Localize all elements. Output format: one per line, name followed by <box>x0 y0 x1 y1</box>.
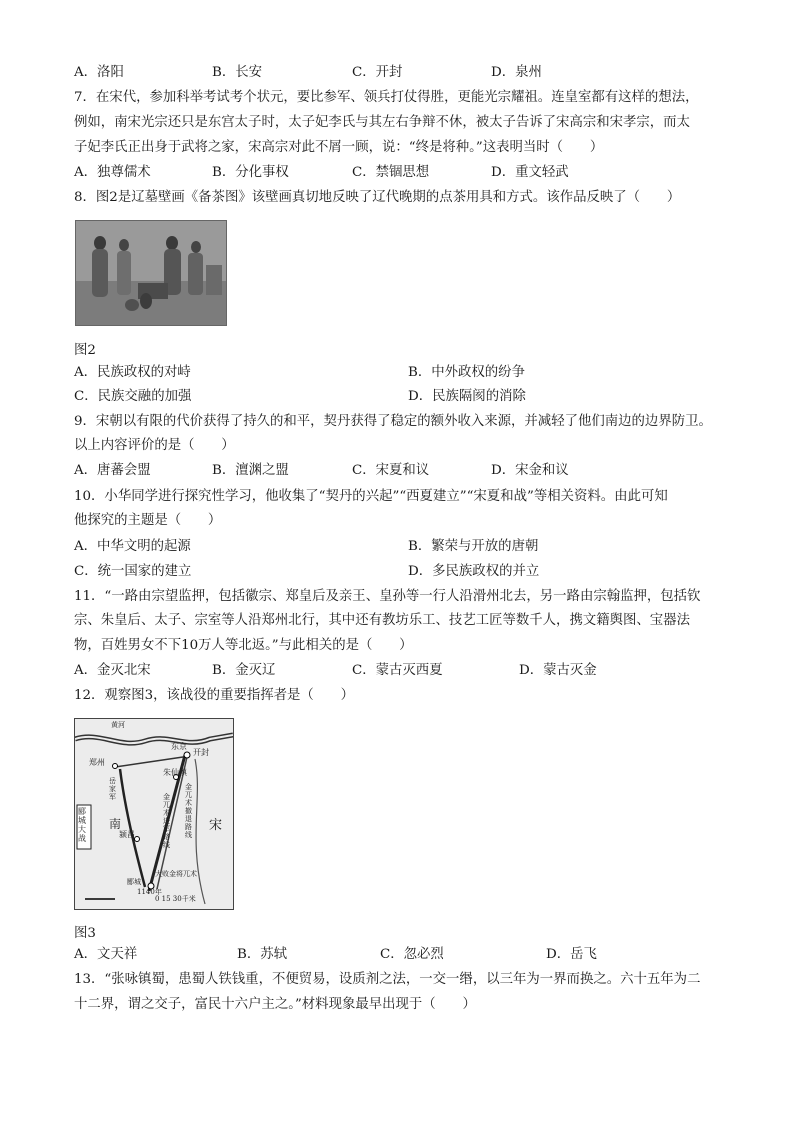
figure-2-caption: 图2 <box>74 343 96 358</box>
q8-option-b: B．中外政权的纷争 <box>408 365 525 380</box>
q9-option-c: C．宋夏和议 <box>352 463 430 478</box>
q12-stem: 12．观察图3，该战役的重要指挥者是（ ） <box>74 688 354 703</box>
q7-option-c: C．禁锢思想 <box>352 165 430 180</box>
q13-stem-line2: 十二界，谓之交子，富民十六户主之。”材料现象最早出现于（ ） <box>74 997 476 1012</box>
map-kaifeng-label: 开封 <box>193 748 209 757</box>
map-scale-label: 0 15 30千米 <box>155 895 196 903</box>
map-yuejia-label: 岳家军 <box>109 777 116 801</box>
figure-3-caption: 图3 <box>74 926 96 941</box>
q10-option-c: C．统一国家的建立 <box>74 564 192 579</box>
q9-option-d: D．宋金和议 <box>491 463 569 478</box>
q11-option-c: C．蒙古灭西夏 <box>352 663 443 678</box>
q12-option-d: D．岳飞 <box>546 947 597 962</box>
tea-mural-figures <box>76 221 226 325</box>
q11-stem-line2: 宗、朱皇后、太子、宗室等人沿郑州北行，其中还有教坊乐工、技艺工匠等数千人，携文籍舆图、宝器法 <box>74 613 690 628</box>
q10-option-d: D．多民族政权的并立 <box>408 564 540 579</box>
map-song-label: 宋 <box>209 818 223 833</box>
map-dongjing-label: 东京 <box>171 742 187 751</box>
map-yingchang-label: 颍昌 <box>119 830 135 839</box>
map-river-label: 黄河 <box>111 721 125 729</box>
q8-option-a: A．民族政权的对峙 <box>74 365 191 380</box>
q6-option-a: A．洛阳 <box>74 65 124 80</box>
map-zhuxianzhen-label: 朱仙镇 <box>163 768 187 777</box>
q12-option-b: B．苏轼 <box>237 947 288 962</box>
q7-option-b: B．分化事权 <box>212 165 289 180</box>
q7-option-a: A．独尊儒术 <box>74 165 151 180</box>
q9-option-a: A．唐蕃会盟 <box>74 463 151 478</box>
q9-stem-line2: 以上内容评价的是（ ） <box>74 438 235 453</box>
q7-stem-line2: 例如，南宋光宗还只是东宫太子时，太子妃李氏与其左右争辩不休，被太子告诉了宋高宗和宋孝宗，而太 <box>74 115 690 130</box>
q6-option-c: C．开封 <box>352 65 403 80</box>
q12-option-a: A．文天祥 <box>74 947 138 962</box>
map-jin-advance-label: 金兀术进军路线 <box>163 793 170 849</box>
q8-option-c: C．民族交融的加强 <box>74 389 192 404</box>
q11-option-b: B．金灭辽 <box>212 663 276 678</box>
q9-option-b: B．澶渊之盟 <box>212 463 289 478</box>
q11-stem-line3: 物，百姓男女不下10万人等北返。”与此相关的是（ ） <box>74 638 413 653</box>
q13-stem-line1: 13．“张咏镇蜀，患蜀人铁钱重，不便贸易，设质剂之法，一交一缗，以三年为一界而换之。六十五年为二 <box>74 972 701 987</box>
q7-option-d: D．重文轻武 <box>491 165 569 180</box>
q11-option-d: D．蒙古灭金 <box>519 663 597 678</box>
q11-stem-line1: 11．“一路由宗望监押，包括徽宗、郑皇后及亲王、皇孙等一行人沿滑州北去，另一路由宗翰监押，包括钦 <box>74 589 701 604</box>
q7-stem-line1: 7．在宋代，参加科举考试考个状元，要比参军、领兵打仗得胜，更能光宗耀祖。连皇室都有这样的想法， <box>74 90 699 105</box>
q6-option-b: B．长安 <box>212 65 263 80</box>
map-yancheng-label: 郾城 <box>127 878 141 886</box>
q8-option-d: D．民族隔阂的消除 <box>408 389 526 404</box>
battle-map <box>74 718 234 910</box>
tea-mural-image <box>75 220 227 326</box>
q7-stem-line3: 子妃李氏正出身于武将之家，宋高宗对此不屑一顾，说：“终是将种。”这表明当时（ ） <box>74 140 604 155</box>
map-nan-label: 南 <box>109 817 122 831</box>
map-battle-label: 郾城大战 <box>78 807 86 843</box>
map-defeat-label: 大败金将兀术 <box>155 870 197 878</box>
q10-option-b: B．繁荣与开放的唐朝 <box>408 539 539 554</box>
q12-option-c: C．忽必烈 <box>380 947 444 962</box>
map-zhengzhou-label: 郑州 <box>89 758 105 767</box>
q10-option-a: A．中华文明的起源 <box>74 539 191 554</box>
q6-option-d: D．泉州 <box>491 65 542 80</box>
q11-option-a: A．金灭北宋 <box>74 663 151 678</box>
q10-stem-line2: 他探究的主题是（ ） <box>74 513 222 528</box>
q8-stem: 8．图2是辽墓壁画《备茶图》该壁画真切地反映了辽代晚期的点茶用具和方式。该作品反映了（ ） <box>74 190 681 205</box>
map-year-label: 1140年 <box>137 888 162 896</box>
q10-stem-line1: 10．小华同学进行探究性学习，他收集了“契丹的兴起”“西夏建立”“宋夏和战”等相关资料。由此可知 <box>74 489 668 504</box>
map-jin-retreat-label: 金兀术撤退路线 <box>185 783 192 839</box>
q9-stem-line1: 9．宋朝以有限的代价获得了持久的和平，契丹获得了稳定的额外收入来源，并减轻了他们南边的边界防卫。 <box>74 414 712 429</box>
